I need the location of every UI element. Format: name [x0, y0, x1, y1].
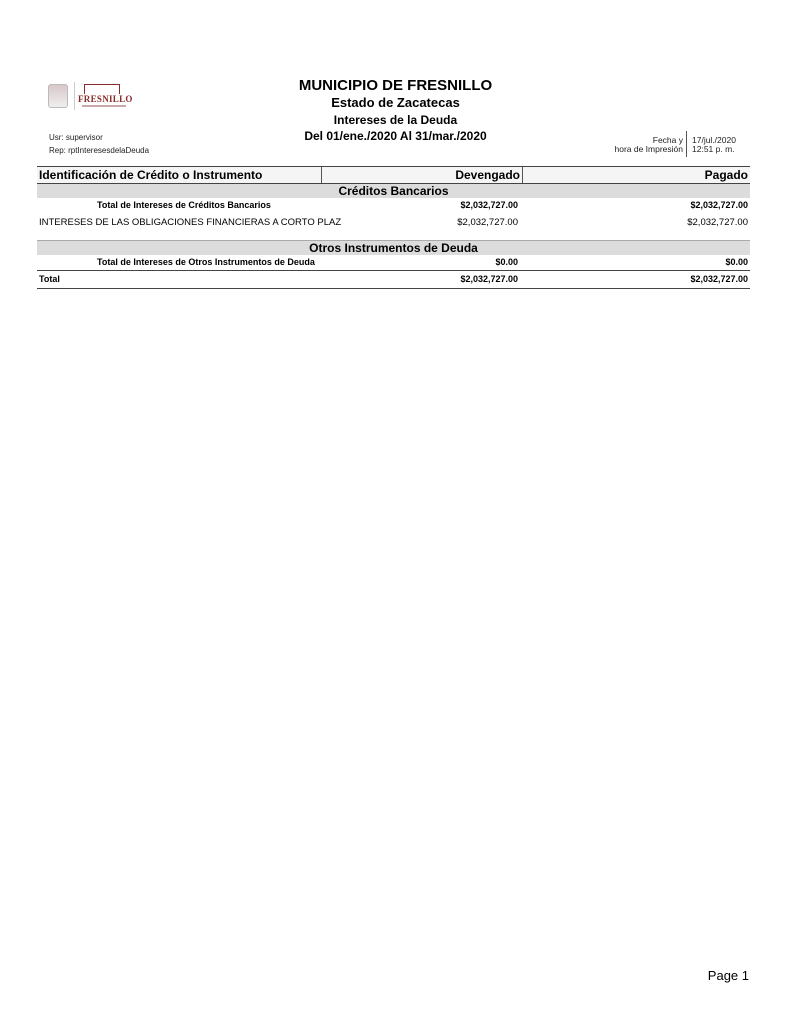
- grand-total-row: [37, 271, 750, 289]
- section-total-label: Total de Intereses de Créditos Bancarios: [97, 200, 271, 210]
- print-timestamp: [600, 131, 750, 159]
- interest-table: [37, 166, 750, 289]
- section-total-row: [37, 198, 750, 213]
- section-total-devengado: $0.00: [495, 257, 518, 267]
- section-total-row: [37, 255, 750, 271]
- report-period: Del 01/ene./2020 Al 31/mar./2020: [304, 129, 487, 143]
- row-devengado: $2,032,727.00: [457, 217, 518, 228]
- print-time: 12:51 p. m.: [692, 144, 735, 154]
- report-title: Intereses de la Deuda: [333, 113, 458, 127]
- section-header-creditos-bancarios: Créditos Bancarios: [37, 184, 750, 198]
- row-label: INTERESES DE LAS OBLIGACIONES FINANCIERAS A CORTO PLAZ: [39, 217, 342, 228]
- section-total-label: Total de Intereses de Otros Instrumentos de Deuda: [97, 257, 315, 267]
- grand-total-pagado: $2,032,727.00: [690, 274, 748, 284]
- user-label: Usr: supervisor: [49, 133, 103, 142]
- column-header-instrument: Identificación de Crédito o Instrumento: [39, 168, 263, 182]
- print-label-date: Fecha y: [652, 135, 683, 145]
- print-divider: [686, 131, 687, 157]
- section-total-devengado: $2,032,727.00: [460, 200, 518, 210]
- page-number: Page 1: [707, 968, 749, 983]
- column-header-devengado: Devengado: [455, 168, 520, 182]
- table-row: [37, 213, 750, 230]
- organization-title: MUNICIPIO DE FRESNILLO: [298, 77, 493, 94]
- print-label-time: hora de Impresión: [614, 144, 683, 154]
- logo-wordmark: FRESNILLO: [78, 94, 133, 104]
- section-total-pagado: $0.00: [725, 257, 748, 267]
- print-date: 17/jul./2020: [692, 135, 736, 145]
- column-header-pagado: Pagado: [704, 168, 748, 182]
- section-total-pagado: $2,032,727.00: [690, 200, 748, 210]
- section-header-otros-instrumentos: Otros Instrumentos de Deuda: [37, 240, 750, 255]
- table-header: [37, 166, 750, 184]
- grand-total-devengado: $2,032,727.00: [460, 274, 518, 284]
- state-subtitle: Estado de Zacatecas: [331, 95, 460, 110]
- report-id-label: Rep: rptInteresesdelaDeuda: [49, 146, 150, 155]
- row-pagado: $2,032,727.00: [687, 217, 748, 228]
- grand-total-label: Total: [39, 274, 60, 284]
